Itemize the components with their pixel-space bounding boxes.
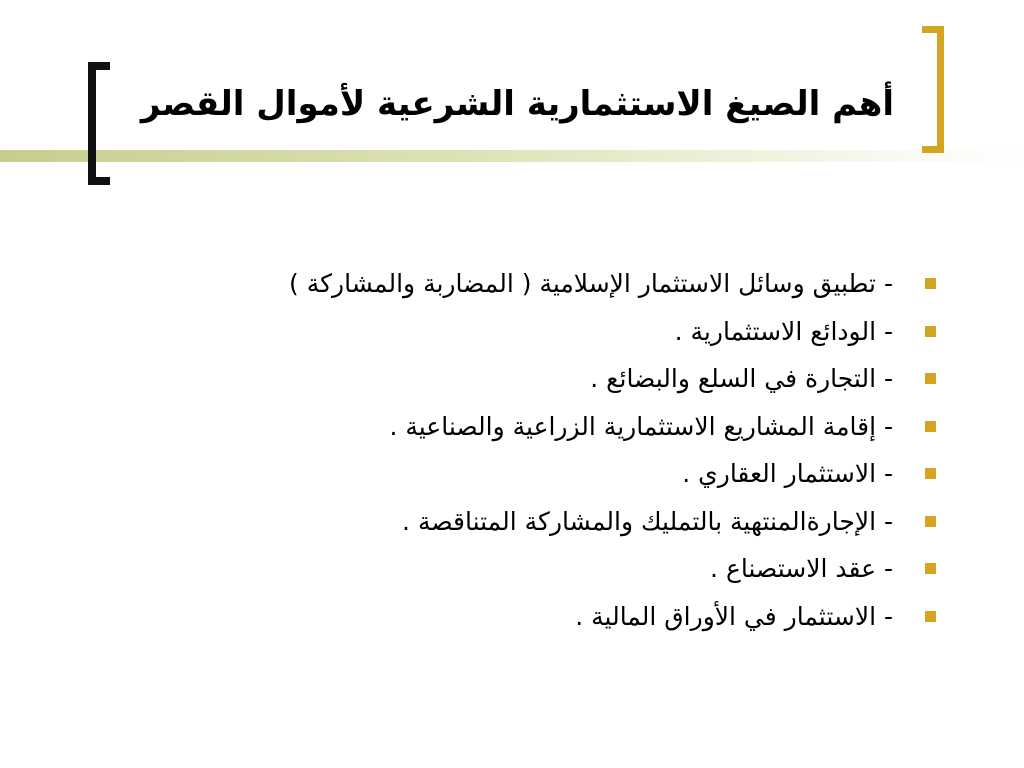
left-bracket-decoration <box>88 62 110 185</box>
bullet-text: - التجارة في السلع والبضائع . <box>590 364 893 394</box>
bullet-text: - الودائع الاستثمارية . <box>674 316 893 346</box>
bullet-item <box>76 545 936 593</box>
bullet-item <box>76 260 936 308</box>
title-underline-band <box>0 150 1024 162</box>
slide-title: أهم الصيغ الاستثمارية الشرعية لأموال القصر <box>140 84 894 124</box>
bullet-item <box>76 403 936 451</box>
bullet-item <box>76 450 936 498</box>
square-bullet-icon <box>925 421 936 432</box>
square-bullet-icon <box>925 611 936 622</box>
square-bullet-icon <box>925 326 936 337</box>
bullet-item <box>76 593 936 641</box>
bullet-list <box>76 260 936 640</box>
square-bullet-icon <box>925 516 936 527</box>
bullet-text: - الإجارةالمنتهية بالتمليك والمشاركة المتناقصة . <box>402 506 893 536</box>
bullet-text: - عقد الاستصناع . <box>710 554 893 584</box>
right-bracket-decoration <box>922 26 944 153</box>
bullet-item <box>76 308 936 356</box>
bullet-text: - تطبيق وسائل الاستثمار الإسلامية ( المضاربة والمشاركة ) <box>289 269 893 299</box>
bullet-item <box>76 498 936 546</box>
square-bullet-icon <box>925 278 936 289</box>
square-bullet-icon <box>925 563 936 574</box>
bullet-text: - الاستثمار في الأوراق المالية . <box>575 601 893 631</box>
bullet-text: - إقامة المشاريع الاستثمارية الزراعية والصناعية . <box>389 411 893 441</box>
square-bullet-icon <box>925 468 936 479</box>
bullet-text: - الاستثمار العقاري . <box>682 459 893 489</box>
square-bullet-icon <box>925 373 936 384</box>
bullet-item <box>76 355 936 403</box>
